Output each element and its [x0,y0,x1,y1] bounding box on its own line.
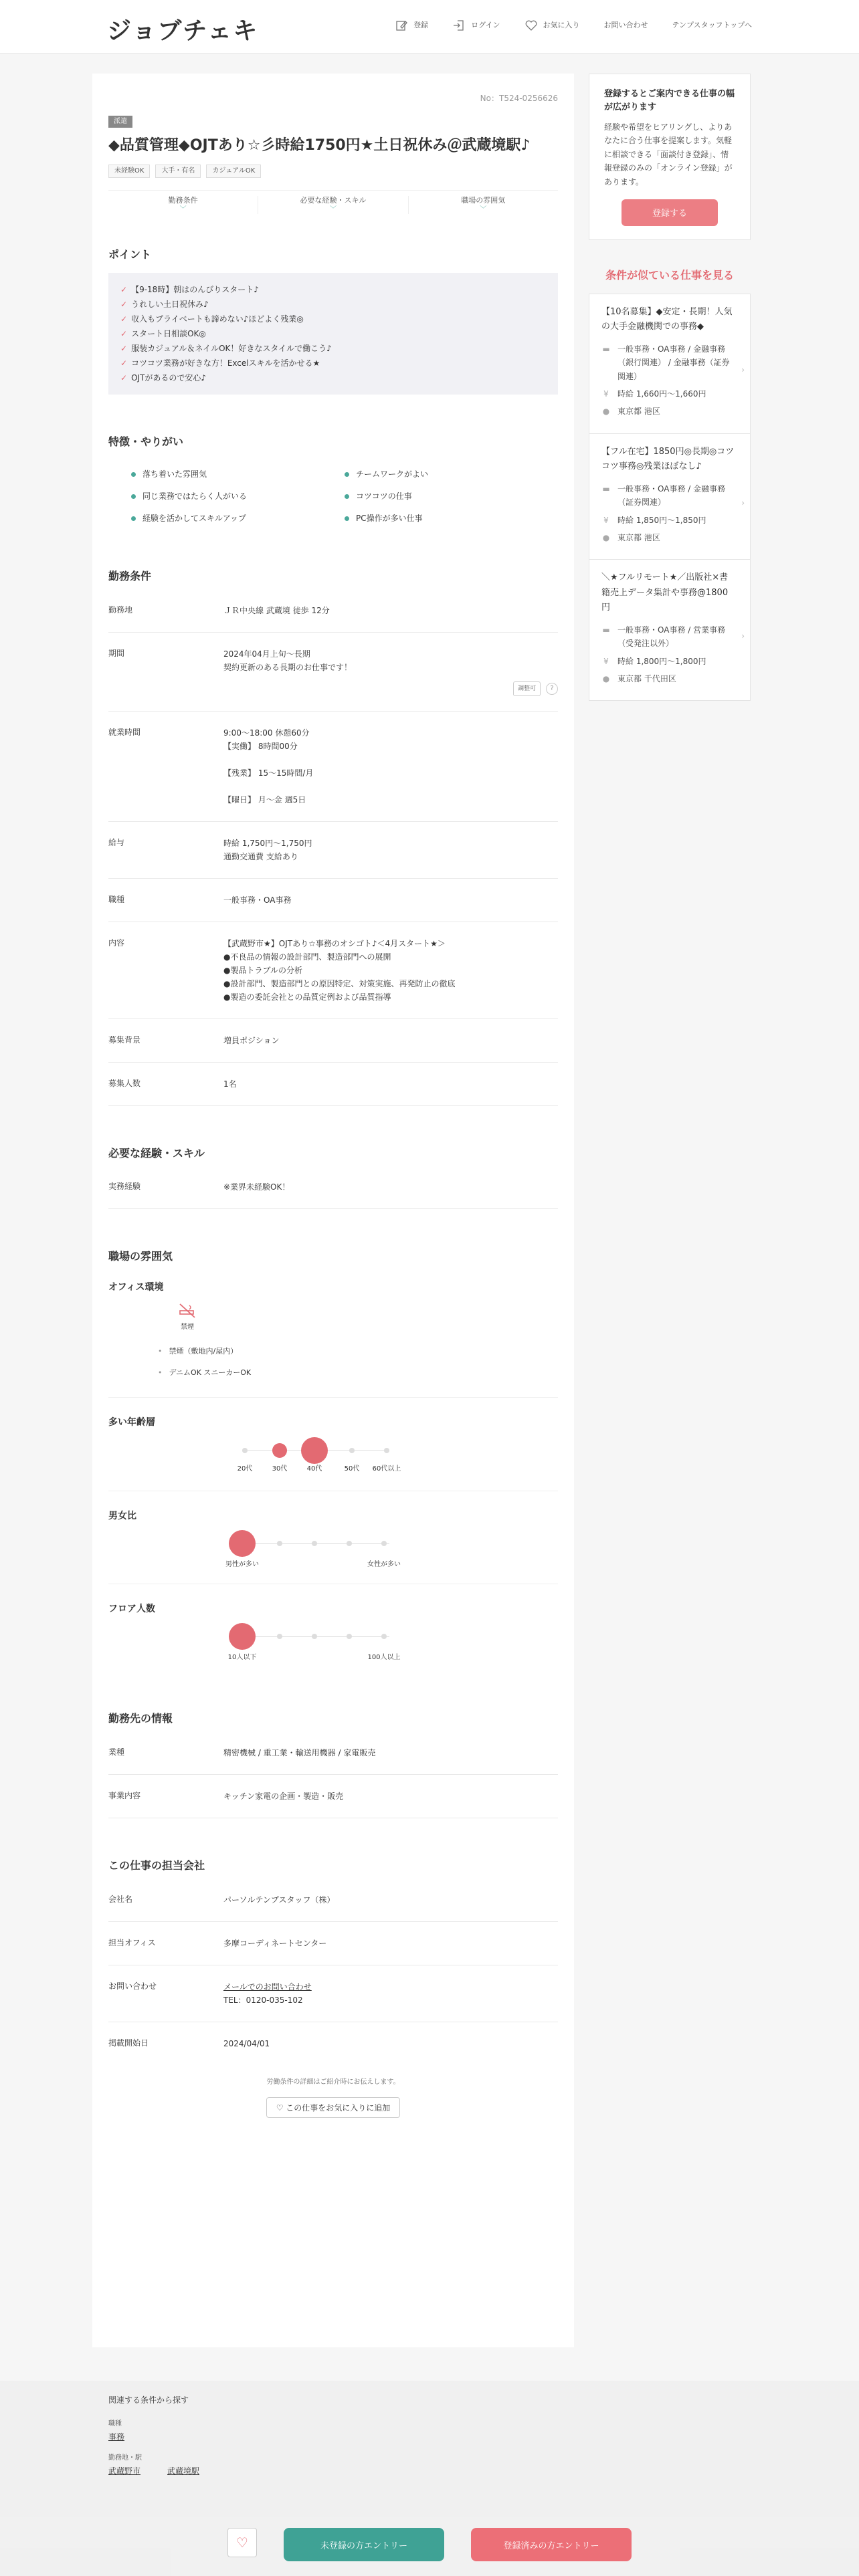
row-key: 実務経験 [108,1166,223,1209]
row-value [223,632,558,711]
content-line: ●設計部門、製造部門との原因特定、対策実施、再発防止の徹底 [223,978,456,988]
point-text: うれしい土日祝休み♪ [131,300,209,310]
office-env-heading: オフィス環境 [108,1282,164,1293]
row-key: 業種 [108,1731,223,1775]
scale-point [347,1634,352,1639]
chevron-right-icon: › [741,364,745,374]
period-flags [223,681,558,696]
check-icon: ✓ [120,285,128,295]
registered-entry-button[interactable]: 登録済みの方エントリー [471,2528,632,2561]
row-value [223,1965,558,2022]
row-key: 給与 [108,821,223,878]
company-heading: 勤務先の情報 [108,1712,173,1725]
table-row [108,632,558,711]
scale-marker-30s [272,1443,287,1458]
job-title: ◆品質管理◆OJTあり☆彡時給1750円★土日祝休み＠武蔵境駅♪ [108,137,531,154]
bullet-icon [345,472,349,477]
scale-point [381,1634,387,1639]
env-item: • 禁煙（敷地内/屋内） [158,1341,558,1362]
table-row [108,1166,558,1209]
similar-job-pay-text: 時給 1,800円〜1,800円 [617,656,706,666]
agency-table [108,1879,558,2065]
row-key: 期間 [108,632,223,711]
scale-point [384,1448,389,1453]
scale-label: 女性が多い [367,1560,401,1568]
row-value [223,922,558,1018]
point-item [120,326,546,341]
no-smoking-block [161,1301,214,1334]
similar-jobs-heading[interactable]: 条件が似ている仕事を見る [605,268,734,282]
chevron-down-icon: ﹀ [480,206,487,214]
related-search-inner [108,2394,199,2488]
table-row [108,1062,558,1105]
table-row [108,1018,558,1062]
hours-actual: 【実働】 8時間00分 [223,741,298,751]
point-text: コツコツ業務が好きな方！Excelスキルを活かせる★ [131,358,320,368]
pay-range: 時給 1,750円〜1,750円 [223,838,312,848]
feature-text: 経験を活かしてスキルアップ [142,514,247,524]
site-logo[interactable]: ジョブチェキ [107,17,259,45]
feature-text: コツコツの仕事 [356,491,412,501]
table-row [108,711,558,821]
briefcase-icon: ▬ [602,344,610,354]
period-range: 2024年04月上旬〜長期 [223,649,310,659]
row-key: 会社名 [108,1879,223,1922]
feature-item [345,468,558,481]
chevron-down-icon: ﹀ [329,206,337,214]
job-detail [92,74,574,2347]
gender-heading: 男女比 [108,1510,136,1521]
scale-label: 男性が多い [225,1560,259,1568]
point-list [108,273,558,395]
pay-transport: 通勤交通費 支給あり [223,851,298,861]
related-link[interactable]: 事務 [108,2432,125,2442]
register-button[interactable]: 登録する [622,199,718,226]
scale-label: 50代 [344,1465,360,1473]
similar-job-location-text: 東京都 港区 [617,407,660,417]
section-anchors [108,190,558,214]
anchor-skills[interactable] [258,196,408,214]
point-item [120,370,546,385]
yen-icon: ¥ [603,656,609,666]
bullet-icon [345,494,349,499]
job-tag: 大手・有名 [155,165,201,178]
point-text: 【9-18時】朝はのんびりスタート♪ [131,285,259,295]
check-icon: ✓ [120,314,128,324]
nav-contact[interactable] [604,19,648,31]
help-icon[interactable]: ? [546,683,558,695]
check-icon: ✓ [120,300,128,310]
similar-job-pay [601,514,737,527]
nav-login-label: ログイン [471,21,500,30]
scale-marker-40s [301,1437,328,1464]
similar-job-type-text: 一般事務・OA事務 / 金融事務（銀行関連） / 金融事務（証券関連） [617,344,730,381]
anchor-label: 職場の雰囲気 [461,196,506,205]
point-item [120,341,546,356]
period-note: 契約更新のある長期のお仕事です！ [223,662,353,672]
conditions-heading: 勤務条件 [108,570,152,583]
row-key: 勤務地 [108,589,223,633]
register-card [589,74,751,240]
similar-job-card[interactable] [589,434,750,560]
age-scale [237,1437,403,1484]
row-value: キッチン家電の企画・製造・販売 [223,1774,558,1818]
yen-icon: ¥ [603,515,609,525]
skills-heading: 必要な経験・スキル [108,1146,205,1160]
nav-favorites-label: お気に入り [543,21,580,30]
table-row [108,2022,558,2065]
table-row [108,922,558,1018]
env-item: • デニムOK スニーカーOK [158,1362,558,1384]
feature-item [131,468,345,481]
favorite-heart-button[interactable]: ♡ [227,2528,257,2557]
feature-item [345,490,558,503]
row-key: お問い合わせ [108,1965,223,2022]
similar-job-title: 【10名募集】◆安定・長期！人気の大手金融機関での事務◆ [601,306,733,332]
similar-job-location-text: 東京都 港区 [617,533,660,543]
location-pin-icon: ● [602,407,610,417]
check-icon: ✓ [120,344,128,354]
scale-label: 100人以上 [367,1654,401,1662]
hours-time: 9:00〜18:00 休憩60分 [223,728,310,738]
contact-tel: TEL：0120-035-102 [223,1995,303,2005]
sticky-entry-bar [0,2517,859,2576]
scale-point [381,1541,387,1546]
similar-job-pay-text: 時給 1,660円〜1,660円 [617,389,706,399]
scale-point [349,1448,355,1453]
bullet-icon [131,516,136,521]
check-icon: ✓ [120,329,128,339]
no-smoking-icon [177,1301,197,1320]
point-item [120,297,546,312]
similar-job-pay-text: 時給 1,850円〜1,850円 [617,515,706,525]
related-link[interactable]: 武蔵境駅 [167,2466,200,2476]
point-item [120,282,546,297]
chevron-right-icon: › [741,631,745,641]
features-heading: 特徴・やりがい [108,435,184,449]
row-value: 1名 [223,1062,558,1105]
similar-job-card[interactable] [589,560,750,700]
row-value [223,711,558,821]
table-row [108,1879,558,1922]
site-header [0,0,859,53]
scale-label: 60代以上 [372,1465,401,1473]
scale-marker-small-floor [229,1623,256,1650]
table-row [108,878,558,922]
similar-job-type [601,342,737,383]
conditions-table [108,589,558,1106]
table-row [108,589,558,633]
location-pin-icon: ● [602,533,610,543]
row-key: 担当オフィス [108,1921,223,1965]
no-smoking-label: 禁煙 [181,1323,194,1331]
row-key: 職種 [108,878,223,922]
scale-label: 40代 [306,1465,322,1473]
row-value: 精密機械 / 重工業・輸送用機器 / 家電販売 [223,1731,558,1775]
bullet-icon [345,516,349,521]
nav-register[interactable] [395,19,428,32]
company-table [108,1731,558,1818]
yen-icon: ¥ [603,389,609,399]
row-key: 募集背景 [108,1018,223,1062]
point-item [120,312,546,326]
table-row [108,821,558,878]
related-category-links [108,2465,199,2478]
row-key: 内容 [108,922,223,1018]
register-heading: 登録するとご案内できる仕事の幅が広がります [604,89,735,112]
related-category-label: 職種 [108,2420,122,2428]
scale-point [312,1634,317,1639]
similar-job-type [601,623,737,651]
job-tags [108,165,558,178]
conditions-note: 労働条件の詳細はご紹介時にお伝えします。 [266,2078,400,2086]
similar-job-title: 【フル在宅】1850円◎長期◎コツコツ事務◎残業ほぼなし♪ [601,446,735,471]
anchor-label: 必要な経験・スキル [300,196,367,205]
scale-point [277,1541,282,1546]
point-text: 服装カジュアル＆ネイルOK！好きなスタイルで働こう♪ [131,344,332,354]
table-row [108,1774,558,1818]
table-row [108,1731,558,1775]
similar-job-location [601,405,737,418]
row-key: 掲載開始日 [108,2038,149,2048]
features-list [108,468,558,526]
table-row [108,1921,558,1965]
bullet-icon [131,494,136,499]
related-category-links [108,2431,199,2444]
content-line: ●不良品の情報の設計部門、製造部門への展開 [223,952,391,962]
age-heading: 多い年齢層 [108,1417,155,1428]
job-number: No：T524-0256626 [480,94,558,103]
feature-text: 同じ業務ではたらく人がいる [142,491,248,501]
feature-item [131,490,345,503]
anchor-conditions[interactable] [108,196,258,214]
related-link[interactable]: 武蔵野市 [108,2466,141,2476]
row-value: 一般事務・OA事務 [223,878,558,922]
similar-jobs-list [589,294,751,702]
point-text: スタート日相談OK◎ [131,329,206,339]
chevron-down-icon: ﹀ [179,206,187,214]
agency-heading: この仕事の担当会社 [108,1858,205,1872]
location-pin-icon: ● [602,673,610,683]
check-icon: ✓ [120,373,128,383]
scale-point [242,1448,248,1453]
row-key: 募集人数 [108,1062,223,1105]
scale-point [277,1634,282,1639]
similar-job-type-text: 一般事務・OA事務 / 営業事務（受発注以外） [617,625,726,649]
similar-job-title: ＼★フルリモート★／出版社×書籍売上データ集計や事務@1800円 [601,572,729,613]
row-value: 増員ポジション [223,1018,558,1062]
row-value [223,821,558,878]
row-value: 多摩コーディネートセンター [223,1921,558,1965]
nav-favorites[interactable] [524,19,580,32]
feature-text: 落ち着いた雰囲気 [142,469,207,479]
hours-days: 【曜日】 月〜金 週5日 [223,794,306,804]
sidebar [589,74,751,701]
heart-icon [524,19,538,32]
content-line: ●製造の委託会社との品質定例および品質指導 [223,992,391,1002]
row-value: 2024/04/01 [223,2038,270,2048]
content-line: ●製品トラブルの分析 [223,965,302,975]
edit-icon [395,19,408,32]
nav-tempstaff-label: テンプスタッフトップへ [672,21,752,30]
scale-marker-male [229,1530,256,1557]
briefcase-icon: ▬ [602,625,610,635]
anchor-atmosphere[interactable] [409,196,558,214]
related-search-heading: 関連する条件から探す [108,2395,189,2405]
email-contact-link[interactable]: メールでのお問い合わせ [223,1981,312,1992]
gender-scale [225,1530,416,1577]
feature-text: PC操作が多い仕事 [356,514,423,524]
skills-table [108,1166,558,1209]
add-favorite-button[interactable]: ♡ この仕事をお気に入りに追加 [266,2097,401,2118]
row-value: パーソルテンプスタッフ（株） [223,1879,558,1922]
table-row [108,1965,558,2022]
row-key: 就業時間 [108,711,223,821]
register-text: 経験や希望をヒアリングし、よりあなたに合う仕事を提案します。気軽に相談できる「面談付き登録」、情報登録のみの「オンライン登録」があります。 [604,122,733,187]
similar-job-pay [601,387,737,401]
nav-register-label: 登録 [413,21,429,30]
similar-job-type-text: 一般事務・OA事務 / 金融事務（証券関連） [617,484,726,508]
feature-text: チームワークがよい [356,469,429,479]
floor-scale [227,1623,416,1670]
divider [108,1397,558,1398]
similar-job-location [601,531,737,544]
point-text: 収入もプライベートも諦めない♪ほどよく残業◎ [131,314,304,324]
adjustable-badge: 調整可 [513,681,541,696]
similar-job-type [601,482,737,510]
atmosphere-heading: 職場の雰囲気 [108,1250,173,1263]
job-tag: カジュアルOK [206,165,261,178]
feature-item [131,512,345,525]
row-value: ※業界未経験OK！ [223,1166,558,1209]
point-item [120,356,546,370]
point-text: OJTがあるので安心♪ [131,373,207,383]
hours-overtime: 【残業】 15〜15時間/月 [223,768,314,778]
nav-tempstaff-top[interactable] [672,19,752,31]
floor-heading: フロア人数 [108,1603,155,1614]
content-line: 【武蔵野市★】OJTあり☆事務のオシゴト♪＜4月スタート★＞ [223,938,446,948]
row-key: 事業内容 [108,1774,223,1818]
point-heading: ポイント [108,248,152,261]
nav-login[interactable] [452,19,500,32]
office-env-list [108,1341,558,1384]
nav-contact-label: お問い合わせ [603,21,648,30]
feature-item [345,512,558,525]
unregistered-entry-button[interactable]: 未登録の方エントリー [284,2528,444,2561]
similar-job-location-text: 東京都 千代田区 [617,673,676,683]
chevron-right-icon: › [741,498,745,508]
scale-point [312,1541,317,1546]
check-icon: ✓ [120,358,128,368]
scale-point [347,1541,352,1546]
row-value: ＪＲ中央線 武蔵境 徒歩 12分 [223,589,558,633]
job-tag: 未経験OK [108,165,150,178]
employment-type-badge: 派遣 [108,116,132,128]
scale-label: 10人以下 [227,1654,257,1662]
scale-label: 30代 [272,1465,288,1473]
related-category-label: 勤務地・駅 [108,2454,142,2462]
scale-label: 20代 [237,1465,253,1473]
anchor-label: 勤務条件 [168,196,198,205]
bullet-icon [131,472,136,477]
similar-job-location [601,672,737,685]
similar-job-pay [601,655,737,668]
similar-job-card[interactable] [589,294,750,434]
login-icon [452,19,466,32]
briefcase-icon: ▬ [602,484,610,494]
header-nav [395,19,752,32]
